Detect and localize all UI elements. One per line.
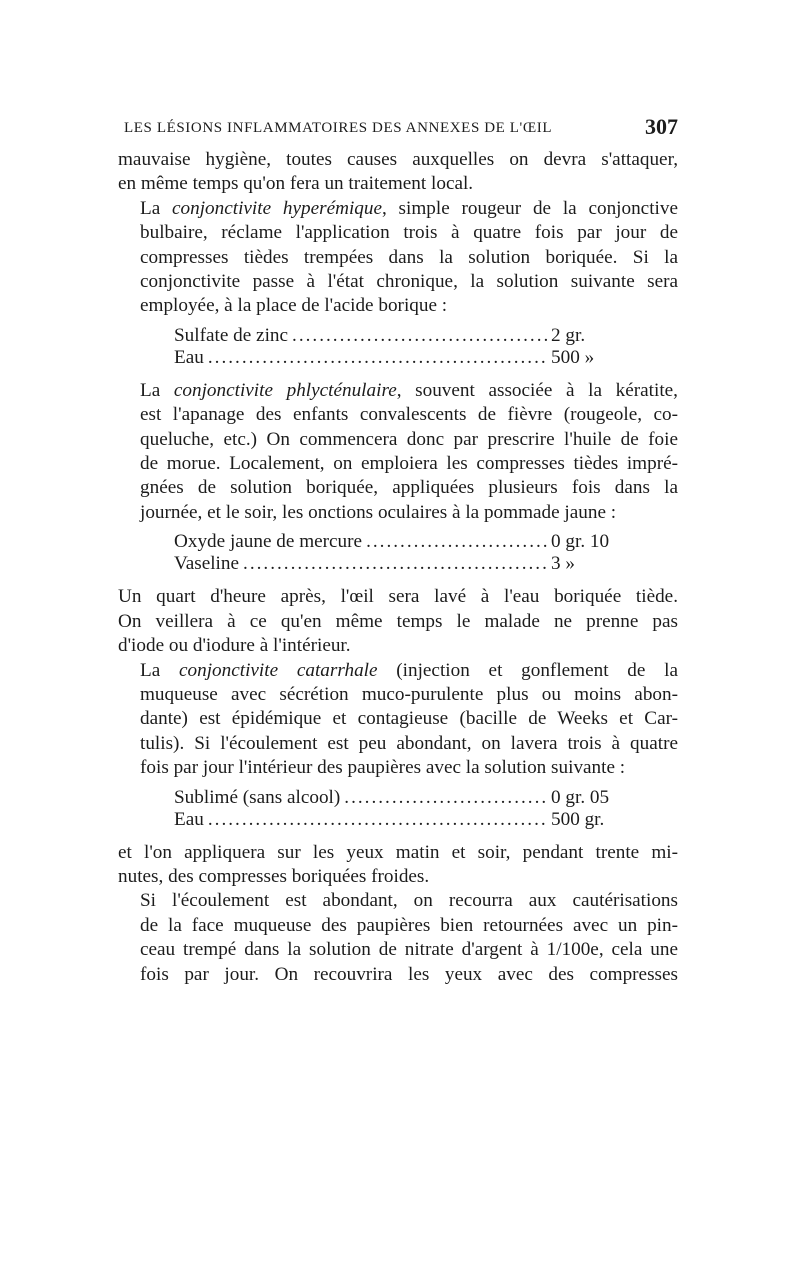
book-page xyxy=(118,112,678,987)
ingredient-name: Sulfate de zinc xyxy=(174,324,289,346)
text-span: La xyxy=(140,197,173,219)
leader-dots xyxy=(292,325,547,347)
text-line: On veillera à ce qu'en même temps le malade ne prenne pas xyxy=(118,610,678,632)
text-line: Un quart d'heure après, l'œil sera lavé à l'eau boriquée tiède. xyxy=(118,586,678,608)
text-line: Si l'écoulement est abondant, on recourra aux cautérisations xyxy=(140,890,678,912)
paragraph-7 xyxy=(118,889,678,987)
text-line: nutes, des compresses boriquées froides. xyxy=(118,865,430,887)
prescription-row xyxy=(174,809,629,831)
ingredient-quantity: 0 gr. 05 xyxy=(551,786,610,808)
text-line: bulbaire, réclame l'application trois à quatre fois par jour de xyxy=(140,222,678,244)
leader-dots xyxy=(243,553,547,575)
prescription-row xyxy=(174,531,629,553)
text-line xyxy=(118,379,678,403)
text-line: fois par jour l'intérieur des paupières avec la solution suivante : xyxy=(140,757,626,779)
text-line: employée, à la place de l'acide borique : xyxy=(140,295,448,317)
paragraph-phlyctenulaire xyxy=(118,379,678,525)
ingredient-name: Eau xyxy=(174,346,204,368)
ingredient-quantity: 500 » xyxy=(551,346,595,368)
text-line: compresses tièdes trempées dans la solution boriquée. Si la xyxy=(140,246,678,268)
ingredient-name: Eau xyxy=(174,808,204,830)
ingredient-quantity: 0 gr. 10 xyxy=(551,531,610,553)
page-number: 307 xyxy=(645,114,678,139)
text-line xyxy=(118,659,678,683)
text-line: de morue. Localement, on emploiera les compresses tièdes impré- xyxy=(140,453,678,475)
text-line: gnées de solution boriquée, appliquées plusieurs fois dans la xyxy=(140,477,678,499)
text-line: journée, et le soir, les onctions oculaires à la pommade jaune : xyxy=(140,501,617,523)
prescription-2 xyxy=(174,531,629,575)
text-span: La xyxy=(140,659,179,681)
text-span: , souvent associée à la kératite, xyxy=(396,379,678,401)
text-line: fois par jour. On recouvrira les yeux avec des compresses xyxy=(140,963,678,985)
ingredient-name: Oxyde jaune de mercure xyxy=(174,531,363,553)
leader-dots xyxy=(344,787,547,809)
prescription-3 xyxy=(174,787,629,831)
leader-dots xyxy=(208,347,547,369)
paragraph-catarrhale xyxy=(118,659,678,781)
text-span: La xyxy=(140,379,174,401)
prescription-1 xyxy=(174,325,629,369)
ingredient-name: Vaseline xyxy=(174,553,240,575)
text-line: dante) est épidémique et contagieuse (bacille de Weeks et Car- xyxy=(140,708,678,730)
text-line: queluche, etc.) On commencera donc par prescrire l'huile de foie xyxy=(140,428,678,450)
paragraph-4 xyxy=(118,585,678,658)
ingredient-quantity: 3 » xyxy=(551,553,575,575)
ingredient-name: Sublimé (sans alcool) xyxy=(174,786,341,808)
paragraph-1 xyxy=(118,148,678,197)
ingredient-quantity: 2 gr. xyxy=(551,324,586,346)
text-line: mauvaise hygiène, toutes causes auxquelles on devra s'attaquer, xyxy=(118,149,678,170)
term-conjonctivite-hyperemique: conjonctivite hyperémique xyxy=(172,197,382,219)
text-line: muqueuse avec sécrétion muco-purulente plus ou moins abon- xyxy=(140,683,678,705)
ingredient-quantity: 500 gr. xyxy=(551,808,605,830)
text-line xyxy=(118,197,678,221)
term-conjonctivite-catarrhale: conjonctivite catarrhale xyxy=(179,659,378,681)
text-line: ceau trempé dans la solution de nitrate d'argent à 1/100e, cela une xyxy=(140,939,678,961)
leader-dots xyxy=(366,531,547,553)
text-line: est l'apanage des enfants convalescents de fièvre (rougeole, co- xyxy=(140,404,678,426)
text-line: en même temps qu'on fera un traitement local. xyxy=(118,173,474,195)
text-span: , simple rougeur de la conjonctive xyxy=(381,197,678,219)
text-span: (injection et gonflement de la xyxy=(377,659,678,681)
term-conjonctivite-phlyctenulaire: conjonctivite phlycténulaire xyxy=(173,379,397,401)
prescription-row xyxy=(174,325,629,347)
text-line: tulis). Si l'écoulement est peu abondant, on lavera trois à quatre xyxy=(140,732,678,754)
text-line: de la face muqueuse des paupières bien retournées avec un pin- xyxy=(140,914,678,936)
text-line: d'iode ou d'iodure à l'intérieur. xyxy=(118,635,351,657)
prescription-row xyxy=(174,347,629,369)
text-line: conjonctivite passe à l'état chronique, la solution suivante sera xyxy=(140,271,678,293)
prescription-row xyxy=(174,787,629,809)
running-head-title: LES LÉSIONS INFLAMMATOIRES DES ANNEXES DE L'ŒIL xyxy=(124,120,553,136)
paragraph-6 xyxy=(118,841,678,890)
paragraph-hyperemique xyxy=(118,197,678,319)
running-head xyxy=(118,112,678,148)
body-text xyxy=(118,148,678,987)
leader-dots xyxy=(208,809,547,831)
prescription-row xyxy=(174,553,629,575)
text-line: et l'on appliquera sur les yeux matin et soir, pendant trente mi- xyxy=(118,841,678,863)
